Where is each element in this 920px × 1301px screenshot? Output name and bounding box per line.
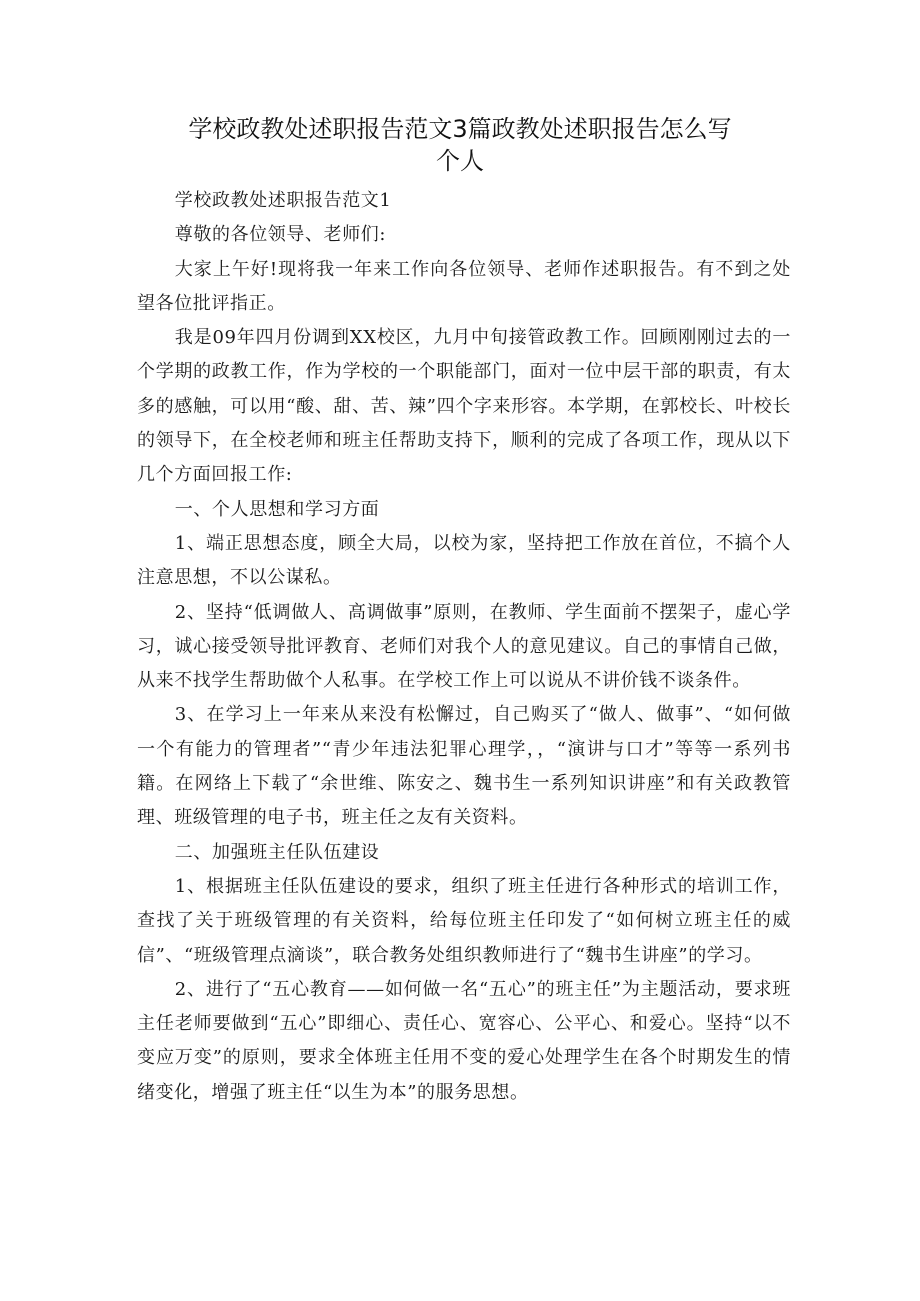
body-paragraph: 大家上午好!现将我一年来工作向各位领导、老师作述职报告。有不到之处望各位批评指正。 — [137, 258, 791, 314]
body-paragraph: 2、进行了“五心教育——如何做一名“五心”的班主任”为主题活动，要求班主任老师要做到“五心”即细心、责任心、宽容心、公平心、和爱心。坚持“以不变应万变”的原则，要求全体班主任用不变的爱心处理学生在各个时期发生的情绪变化，增强了班主任“以生为本”的服务思想。 — [137, 978, 791, 1103]
body-paragraph: 1、根据班主任队伍建设的要求，组织了班主任进行各种形式的培训工作，查找了关于班级管理的有关资料，给每位班主任印发了“如何树立班主任的威信”、“班级管理点滴谈”，联合教务处组织教师进行了“魏书生讲座”的学习。 — [137, 875, 791, 966]
section-heading: 一、个人思想和学习方面 — [174, 498, 380, 520]
document-body — [137, 184, 791, 1110]
body-paragraph: 我是09年四月份调到XX校区，九月中旬接管政教工作。回顾刚刚过去的一个学期的政教工作，作为学校的一个职能部门，面对一位中层干部的职责，有太多的感触，可以用“酸、甜、苦、辣”四个字来形容。本学期，在郭校长、叶校长的领导下，在全校老师和班主任帮助支持下，顺利的完成了各项工作，现从以下几个方面回报工作: — [137, 327, 791, 486]
section-heading: 二、加强班主任队伍建设 — [174, 841, 380, 863]
body-paragraph: 2、坚持“低调做人、高调做事”原则，在教师、学生面前不摆架子，虚心学习，诚心接受领导批评教育、老师们对我个人的意见建议。自己的事情自己做，从来不找学生帮助做个人私事。在学校工作上可以说从不讲价钱不谈条件。 — [137, 601, 791, 692]
subtitle-paragraph: 学校政教处述职报告范文1 — [174, 190, 392, 211]
body-paragraph: 1、端正思想态度，顾全大局，以校为家，坚持把工作放在首位，不搞个人注意思想，不以公谋私。 — [137, 532, 791, 589]
document-title-line-1: 学校政教处述职报告范文3篇政教处述职报告怎么写 — [188, 115, 732, 143]
salutation-paragraph: 尊敬的各位领导、老师们: — [174, 224, 387, 246]
body-paragraph: 3、在学习上一年来从来没有松懈过，自己购买了“做人、做事”、“如何做一个有能力的管理者”“青少年违法犯罪心理学，，“演讲与口才”等等一系列书籍。在网络上下载了“余世维、陈安之、魏书生一系列知识讲座”和有关政教管理、班级管理的电子书，班主任之友有关资料。 — [137, 704, 791, 829]
document-title-line-2: 个人 — [436, 147, 484, 175]
